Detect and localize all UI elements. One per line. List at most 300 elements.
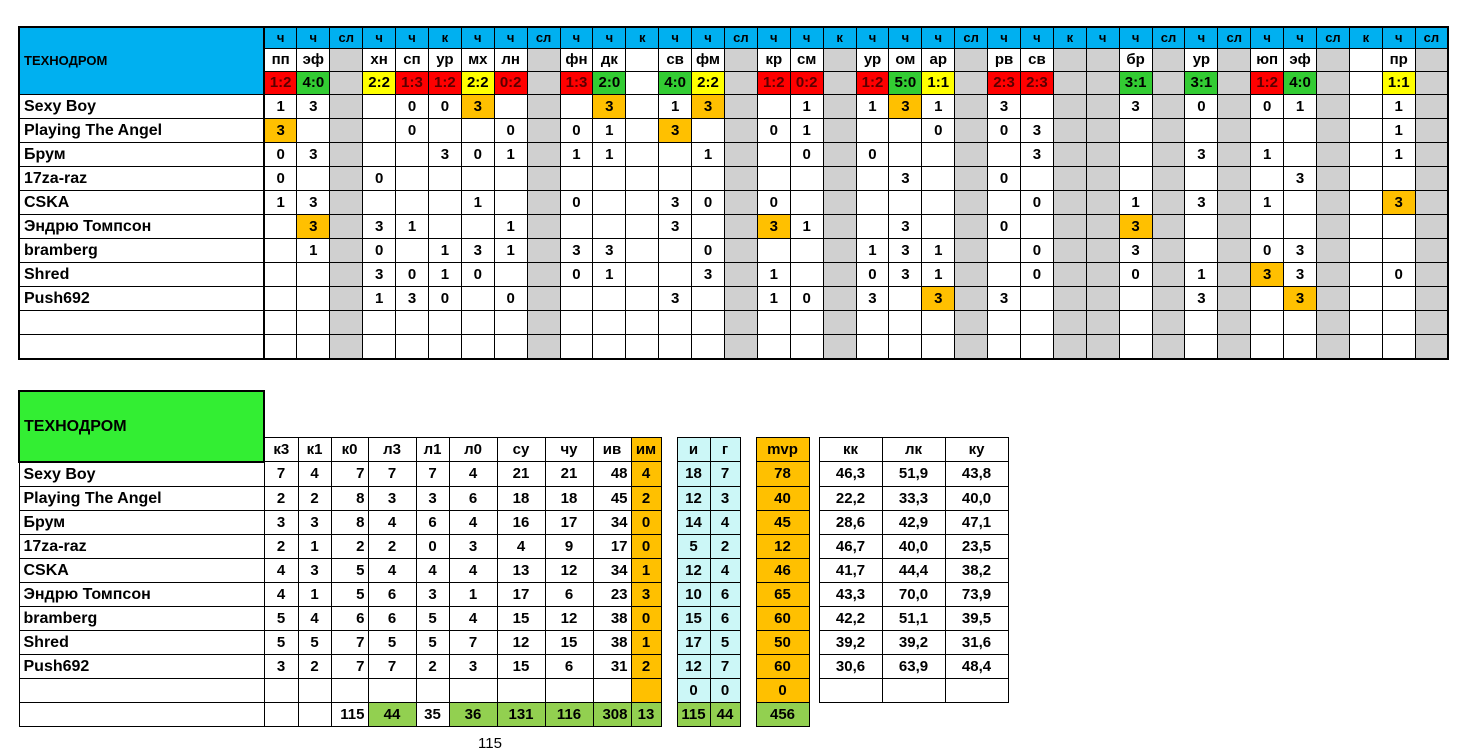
points-cell [1251, 287, 1284, 311]
points-cell [1349, 215, 1382, 239]
score-cell: 1:2 [428, 72, 461, 95]
points-cell [790, 263, 823, 287]
value-cell: 4 [264, 582, 298, 606]
value-cell: 0 [416, 534, 449, 558]
points-cell [1415, 263, 1448, 287]
points-cell [1317, 239, 1350, 263]
points-cell: 0 [428, 95, 461, 119]
points-cell: 1 [922, 95, 955, 119]
value-cell: 12 [545, 558, 593, 582]
points-cell [363, 143, 396, 167]
points-cell [297, 167, 330, 191]
points-cell: 3 [1020, 143, 1053, 167]
points-cell [330, 239, 363, 263]
points-cell [461, 311, 494, 335]
points-cell [692, 311, 725, 335]
value-cell: 5 [264, 630, 298, 654]
points-cell [494, 95, 527, 119]
points-cell [823, 191, 856, 215]
stats-table [18, 390, 1009, 727]
value-cell: 7 [264, 462, 298, 487]
points-cell [560, 215, 593, 239]
player-name: Sexy Boy [19, 95, 264, 119]
points-cell [823, 263, 856, 287]
points-cell [856, 167, 889, 191]
stats-row [19, 462, 1008, 487]
round-type-cell: ч [297, 27, 330, 49]
round-type-cell: сл [1317, 27, 1350, 49]
points-cell: 3 [889, 263, 922, 287]
value-cell: 2 [331, 534, 368, 558]
gap [809, 486, 819, 510]
points-cell: 0 [1119, 263, 1152, 287]
header-cell: mvp [756, 438, 809, 462]
points-cell [823, 143, 856, 167]
points-cell: 1 [692, 143, 725, 167]
blank-area [264, 391, 1008, 414]
points-cell: 3 [692, 263, 725, 287]
games-cell: 0 [710, 678, 740, 702]
value-cell [264, 702, 298, 726]
points-cell: 1 [1251, 143, 1284, 167]
opponent-cell: ур [856, 49, 889, 72]
score-cell: 2:2 [363, 72, 396, 95]
player-name: 17za-raz [19, 167, 264, 191]
gap [809, 654, 819, 678]
points-cell [396, 335, 429, 360]
points-cell [1152, 263, 1185, 287]
ratio-cell: 40,0 [882, 534, 945, 558]
score-cell: 4:0 [297, 72, 330, 95]
points-cell: 3 [1284, 263, 1317, 287]
points-cell: 1 [1284, 95, 1317, 119]
score-cell: 0:2 [494, 72, 527, 95]
value-cell: 4 [449, 462, 497, 487]
gap [809, 582, 819, 606]
points-cell [1086, 239, 1119, 263]
gap [661, 438, 677, 462]
points-cell [593, 167, 626, 191]
points-cell [1218, 191, 1251, 215]
player-name: Playing The Angel [19, 486, 264, 510]
points-cell [955, 239, 988, 263]
mvp-cell: 456 [756, 702, 809, 726]
points-cell [724, 263, 757, 287]
value-cell: 131 [497, 702, 545, 726]
value-cell: 31 [593, 654, 631, 678]
points-cell: 3 [1185, 191, 1218, 215]
opponent-cell: эф [297, 49, 330, 72]
points-cell [692, 215, 725, 239]
player-name: 17za-raz [19, 534, 264, 558]
points-cell [1152, 215, 1185, 239]
points-cell: 0 [988, 119, 1021, 143]
points-cell [1185, 239, 1218, 263]
schedule-grid [18, 26, 1449, 360]
games-cell: 5 [710, 630, 740, 654]
value-cell: 5 [331, 558, 368, 582]
ratio-cell [945, 678, 1008, 702]
value-cell: 2 [368, 534, 416, 558]
value-cell: 4 [298, 606, 331, 630]
points-cell: 0 [363, 239, 396, 263]
gap [740, 654, 756, 678]
games-cell: 14 [677, 510, 710, 534]
gap [661, 630, 677, 654]
points-cell [988, 239, 1021, 263]
player-row [19, 239, 1448, 263]
points-cell [724, 215, 757, 239]
player-name: Push692 [19, 287, 264, 311]
gap [661, 606, 677, 630]
points-cell: 0 [396, 263, 429, 287]
points-cell [1086, 167, 1119, 191]
points-cell: 1 [428, 239, 461, 263]
points-cell [1349, 191, 1382, 215]
value-cell: 45 [593, 486, 631, 510]
stats-row [19, 630, 1008, 654]
points-cell: 1 [1382, 95, 1415, 119]
points-cell [1119, 335, 1152, 360]
points-cell [659, 167, 692, 191]
value-cell: 48 [593, 462, 631, 487]
points-cell [1218, 215, 1251, 239]
points-cell [724, 119, 757, 143]
value-cell: 8 [331, 510, 368, 534]
points-cell [1086, 335, 1119, 360]
games-cell: 12 [677, 558, 710, 582]
points-cell [1086, 119, 1119, 143]
below-total: 115 [478, 735, 502, 752]
mvp-cell: 50 [756, 630, 809, 654]
points-cell [593, 311, 626, 335]
score-cell [330, 72, 363, 95]
score-cell: 1:2 [264, 72, 297, 95]
games-cell: 2 [710, 534, 740, 558]
round-type-cell: ч [692, 27, 725, 49]
points-cell [264, 311, 297, 335]
games-cell: 6 [710, 582, 740, 606]
games-cell: 5 [677, 534, 710, 558]
opponent-cell: рв [988, 49, 1021, 72]
points-cell [823, 215, 856, 239]
value-cell [449, 678, 497, 702]
points-cell [1152, 167, 1185, 191]
round-type-cell: ч [1119, 27, 1152, 49]
player-name: CSKA [19, 558, 264, 582]
games-cell: 6 [710, 606, 740, 630]
score-cell: 2:3 [988, 72, 1021, 95]
gap [661, 582, 677, 606]
points-cell: 3 [692, 95, 725, 119]
value-cell: 13 [631, 702, 661, 726]
points-cell [856, 215, 889, 239]
score-cell: 2:2 [461, 72, 494, 95]
points-cell [1152, 287, 1185, 311]
ratio-cell: 39,2 [819, 630, 882, 654]
points-cell [1119, 119, 1152, 143]
points-cell [790, 335, 823, 360]
score-cell [955, 72, 988, 95]
points-cell: 0 [1020, 191, 1053, 215]
opponent-cell: мх [461, 49, 494, 72]
player-row [19, 119, 1448, 143]
value-cell [298, 678, 331, 702]
value-cell: 6 [545, 582, 593, 606]
ratio-cell [882, 678, 945, 702]
score-cell [724, 72, 757, 95]
points-cell [396, 143, 429, 167]
points-cell [363, 191, 396, 215]
points-cell [1152, 191, 1185, 215]
score-cell [527, 72, 560, 95]
value-cell: 3 [298, 558, 331, 582]
ratio-cell: 22,2 [819, 486, 882, 510]
points-cell: 3 [889, 239, 922, 263]
ratio-cell: 38,2 [945, 558, 1008, 582]
score-cell: 2:2 [692, 72, 725, 95]
points-cell: 3 [1185, 287, 1218, 311]
points-cell [1382, 167, 1415, 191]
points-cell: 1 [494, 239, 527, 263]
opponent-cell [724, 49, 757, 72]
points-cell [724, 239, 757, 263]
points-cell [757, 167, 790, 191]
points-cell: 3 [363, 263, 396, 287]
points-cell: 3 [560, 239, 593, 263]
opponent-cell [1053, 49, 1086, 72]
points-cell [790, 311, 823, 335]
round-type-cell: сл [1152, 27, 1185, 49]
points-cell [527, 215, 560, 239]
gap [740, 558, 756, 582]
value-cell: 4 [264, 558, 298, 582]
opponent-cell [330, 49, 363, 72]
points-cell [1053, 335, 1086, 360]
opponent-cell: пр [1382, 49, 1415, 72]
value-cell: 8 [331, 486, 368, 510]
points-cell [330, 311, 363, 335]
value-cell: 34 [593, 558, 631, 582]
points-cell: 1 [494, 143, 527, 167]
value-cell: 3 [298, 510, 331, 534]
header-cell: ку [945, 438, 1008, 462]
round-type-cell: сл [1218, 27, 1251, 49]
value-cell: 4 [368, 510, 416, 534]
value-cell: 5 [331, 582, 368, 606]
value-cell: 5 [416, 606, 449, 630]
points-cell: 3 [659, 287, 692, 311]
value-cell: 3 [449, 654, 497, 678]
points-cell [560, 95, 593, 119]
points-cell: 3 [1185, 143, 1218, 167]
header-cell: кк [819, 438, 882, 462]
games-cell: 4 [710, 558, 740, 582]
score-cell [1317, 72, 1350, 95]
points-cell [1218, 119, 1251, 143]
points-cell: 1 [593, 143, 626, 167]
stats-row [19, 558, 1008, 582]
points-cell: 1 [790, 95, 823, 119]
games-cell: 3 [710, 486, 740, 510]
points-cell [1251, 215, 1284, 239]
score-cell [1415, 72, 1448, 95]
value-cell: 21 [497, 462, 545, 487]
points-cell [823, 311, 856, 335]
points-cell [988, 143, 1021, 167]
opponent-cell [955, 49, 988, 72]
opponent-cell: фм [692, 49, 725, 72]
value-cell: 15 [497, 606, 545, 630]
points-cell [1152, 311, 1185, 335]
points-cell [1185, 167, 1218, 191]
points-cell [692, 167, 725, 191]
gap [661, 654, 677, 678]
points-cell: 1 [922, 263, 955, 287]
header-cell: чу [545, 438, 593, 462]
value-cell: 7 [449, 630, 497, 654]
opponent-cell [1152, 49, 1185, 72]
gap [740, 582, 756, 606]
round-type-cell: сл [724, 27, 757, 49]
points-cell [297, 263, 330, 287]
points-cell [1284, 335, 1317, 360]
gap [740, 462, 756, 487]
points-cell [396, 167, 429, 191]
score-cell [1218, 72, 1251, 95]
gap [809, 630, 819, 654]
points-cell [1020, 215, 1053, 239]
value-cell: 12 [545, 606, 593, 630]
value-cell: 3 [264, 510, 298, 534]
points-cell [560, 311, 593, 335]
value-cell [331, 678, 368, 702]
points-cell: 1 [757, 263, 790, 287]
points-cell [1020, 95, 1053, 119]
points-cell: 1 [428, 263, 461, 287]
points-cell: 1 [593, 263, 626, 287]
points-cell [1349, 167, 1382, 191]
points-cell [1152, 119, 1185, 143]
player-name: Sexy Boy [19, 462, 264, 487]
points-cell [1086, 263, 1119, 287]
value-cell: 35 [416, 702, 449, 726]
ratio-cell [819, 678, 882, 702]
points-cell [1185, 311, 1218, 335]
value-cell [631, 678, 661, 702]
opponent-cell: ар [922, 49, 955, 72]
opponent-cell: фн [560, 49, 593, 72]
points-cell [297, 311, 330, 335]
round-type-cell: ч [396, 27, 429, 49]
points-cell [1317, 215, 1350, 239]
opponent-cell: эф [1284, 49, 1317, 72]
points-cell [1086, 143, 1119, 167]
ratio-cell: 42,9 [882, 510, 945, 534]
points-cell: 0 [790, 287, 823, 311]
games-cell: 17 [677, 630, 710, 654]
mvp-cell: 0 [756, 678, 809, 702]
points-cell [757, 95, 790, 119]
score-cell: 1:1 [1382, 72, 1415, 95]
points-cell: 0 [461, 143, 494, 167]
value-cell: 4 [449, 510, 497, 534]
points-cell [1086, 95, 1119, 119]
points-cell [724, 287, 757, 311]
points-cell [823, 335, 856, 360]
points-cell [1349, 95, 1382, 119]
points-cell [1284, 191, 1317, 215]
value-cell: 1 [298, 582, 331, 606]
points-cell: 0 [363, 167, 396, 191]
score-cell [1086, 72, 1119, 95]
gap [740, 438, 756, 462]
points-cell: 3 [428, 143, 461, 167]
points-cell [297, 287, 330, 311]
empty-row [19, 311, 1448, 335]
points-cell [988, 263, 1021, 287]
points-cell [1053, 215, 1086, 239]
round-type-cell: ч [757, 27, 790, 49]
points-cell [955, 215, 988, 239]
points-cell: 0 [1382, 263, 1415, 287]
value-cell: 0 [631, 534, 661, 558]
gap [882, 702, 945, 726]
player-row [19, 215, 1448, 239]
ratio-cell: 70,0 [882, 582, 945, 606]
gap [661, 702, 677, 726]
points-cell [428, 311, 461, 335]
points-cell [724, 191, 757, 215]
stats-row [19, 654, 1008, 678]
mvp-cell: 60 [756, 606, 809, 630]
value-cell: 7 [368, 462, 416, 487]
points-cell: 0 [396, 119, 429, 143]
header-cell: су [497, 438, 545, 462]
ratio-cell: 40,0 [945, 486, 1008, 510]
points-cell [363, 311, 396, 335]
games-cell: 12 [677, 486, 710, 510]
round-type-cell: ч [988, 27, 1021, 49]
points-cell [889, 191, 922, 215]
points-cell: 3 [593, 95, 626, 119]
value-cell: 21 [545, 462, 593, 487]
points-cell [626, 119, 659, 143]
points-cell [955, 287, 988, 311]
opponent-cell [1415, 49, 1448, 72]
points-cell [1185, 215, 1218, 239]
points-cell [692, 335, 725, 360]
points-cell [1317, 143, 1350, 167]
points-cell [856, 119, 889, 143]
points-cell: 3 [297, 191, 330, 215]
round-type-cell: сл [1415, 27, 1448, 49]
player-name: Брум [19, 143, 264, 167]
value-cell: 7 [368, 654, 416, 678]
points-cell [1349, 335, 1382, 360]
points-cell: 3 [659, 119, 692, 143]
points-cell [724, 167, 757, 191]
player-row [19, 287, 1448, 311]
value-cell: 7 [331, 630, 368, 654]
value-cell: 13 [497, 558, 545, 582]
points-cell [1053, 167, 1086, 191]
value-cell: 0 [631, 606, 661, 630]
points-cell [428, 215, 461, 239]
round-type-cell: ч [922, 27, 955, 49]
points-cell: 1 [856, 95, 889, 119]
value-cell: 38 [593, 606, 631, 630]
